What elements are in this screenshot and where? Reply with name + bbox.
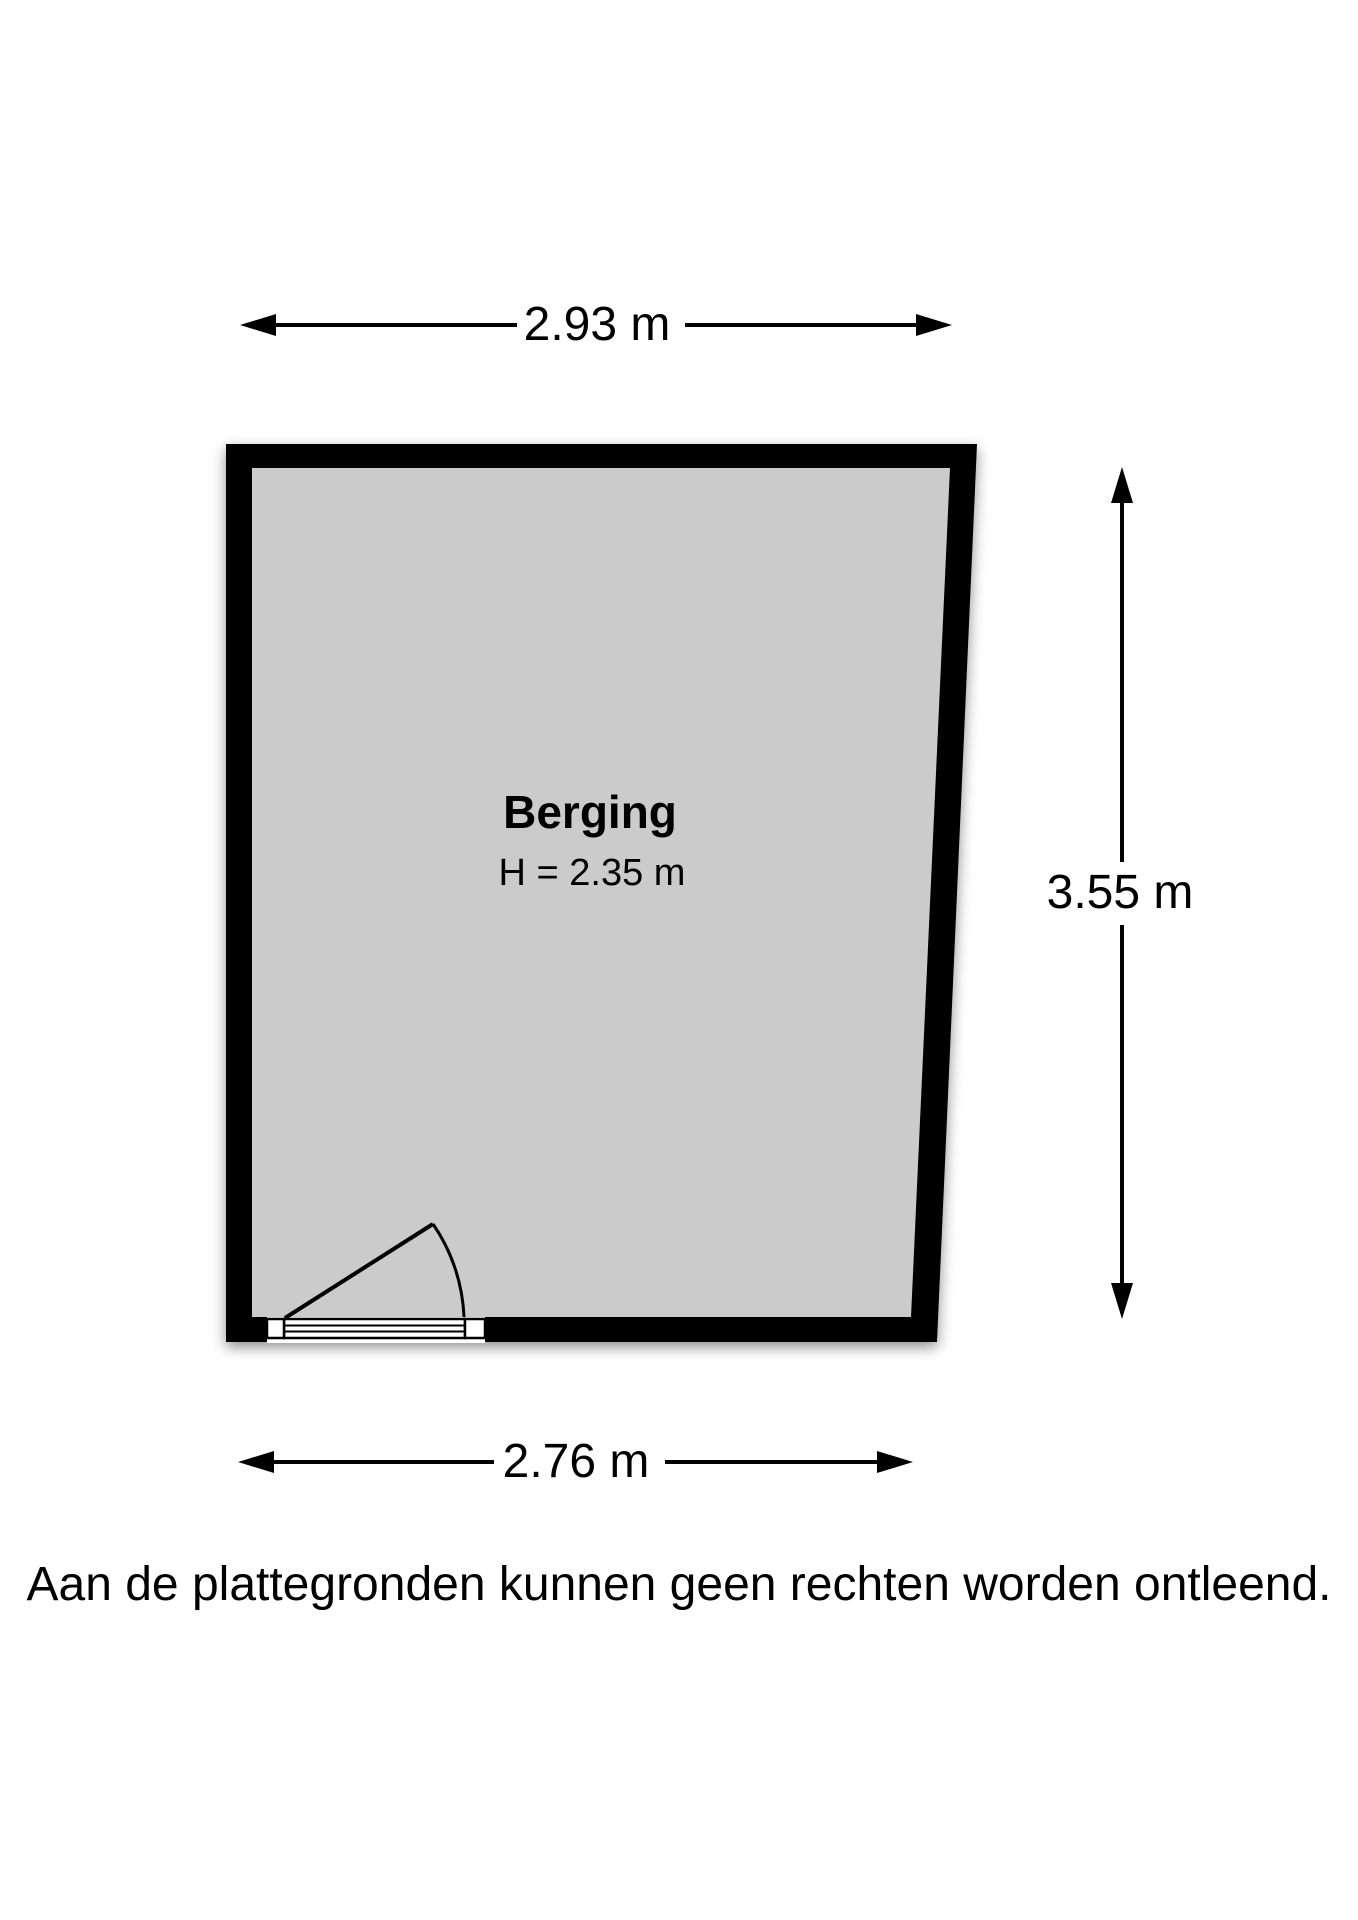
door-jamb-right (465, 1319, 485, 1338)
door-threshold (284, 1319, 465, 1338)
door-jamb-left (267, 1319, 284, 1338)
disclaimer-text: Aan de plattegronden kunnen geen rechten worden ontleend. (26, 1558, 1332, 1611)
room-height-label: H = 2.35 m (498, 852, 686, 894)
dimension-top-label: 2.93 m (523, 298, 671, 351)
dimension-right-label: 3.55 m (1046, 866, 1194, 919)
room-name-label: Berging (503, 786, 677, 838)
dimension-bottom-label: 2.76 m (502, 1435, 650, 1488)
